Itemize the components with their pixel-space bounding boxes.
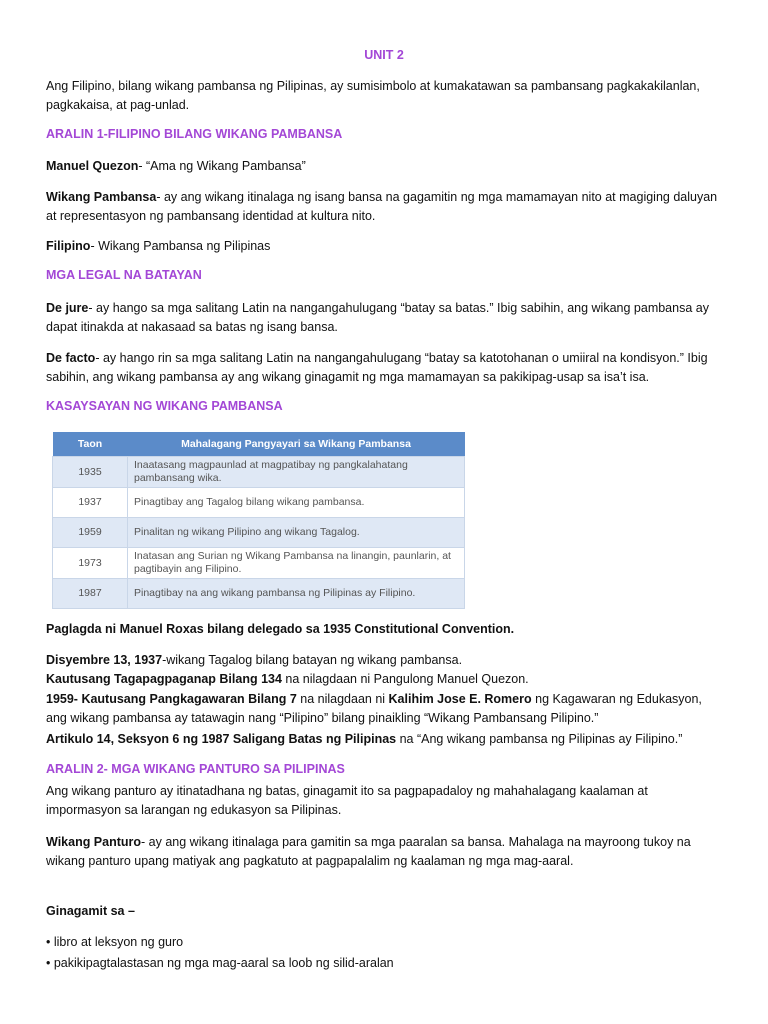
december-1937-text: -wikang Tagalog bilang batayan ng wikang pambansa. bbox=[162, 653, 463, 667]
panturo-intro: Ang wikang panturo ay itinatadhana ng batas, ginagamit ito sa pagpapadaloy ng mahahalagang kaalaman at impormasyon sa larangan ng edukasyon sa Pilipinas. bbox=[46, 784, 648, 817]
legal-heading: MGA LEGAL NA BATAYAN bbox=[46, 268, 202, 282]
artikulo-line bbox=[46, 730, 726, 749]
aralin1-heading: ARALIN 1-FILIPINO BILANG WIKANG PAMBANSA bbox=[46, 127, 343, 141]
wikang-panturo-text: - ay ang wikang itinalaga para gamitin sa mga paaralan sa bansa. Mahalaga na mayroong tukoy na wikang panturo upang matiyak ang pagkatuto at pagpapalalim ng kaalaman ng mga mag-aaral. bbox=[46, 835, 691, 868]
table-header-year: Taon bbox=[53, 432, 128, 457]
ginagamit-heading: Ginagamit sa – bbox=[46, 904, 135, 918]
filipino-definition bbox=[46, 237, 726, 256]
table-cell-event: Pinalitan ng wikang Pilipino ang wikang Tagalog. bbox=[128, 518, 465, 548]
table-cell-year: 1959 bbox=[53, 518, 128, 548]
table-cell-year: 1987 bbox=[53, 579, 128, 609]
wikang-pambansa-text: - ay ang wikang itinalaga ng isang bansa na gagamitin ng mga mamamayan nito at magiging daluyan at representasyon ng pambansang identidad at kultura nito. bbox=[46, 190, 718, 223]
kautusan-134-line bbox=[46, 670, 726, 689]
list-item: • pakikipagtalastasan ng mga mag-aaral sa loob ng silid-aralan bbox=[46, 956, 394, 970]
romero-term: Kalihim Jose E. Romero bbox=[388, 692, 532, 706]
quezon-term: Manuel Quezon bbox=[46, 159, 139, 173]
quezon-line bbox=[46, 157, 726, 176]
table-cell-year: 1935 bbox=[53, 457, 128, 488]
table-row bbox=[53, 579, 465, 609]
table-row bbox=[53, 457, 465, 488]
table-cell-event: Inaatasang magpaunlad at magpatibay ng pangkalahatang pambansang wika. bbox=[128, 457, 465, 488]
de-facto-text: - ay hango rin sa mga salitang Latin na nangangahulugang “batay sa katotohanan o umiiral na kondisyon.” Ibig sabihin, ang wikang pambansa ay ang wikang ginagamit ng mga mamamayan sa pakikipag-usap sa isa’t isa. bbox=[46, 351, 708, 384]
wikang-panturo-definition bbox=[46, 833, 726, 871]
de-facto-definition bbox=[46, 349, 726, 387]
wikang-panturo-term: Wikang Panturo bbox=[46, 835, 142, 849]
intro-paragraph: Ang Filipino, bilang wikang pambansa ng Pilipinas, ay sumisimbolo at kumakatawan sa pambansang pagkakakilanlan, pagkakaisa, at pag-unlad. bbox=[46, 79, 700, 112]
table-row bbox=[53, 488, 465, 518]
de-jure-text: - ay hango sa mga salitang Latin na nangangahulugang “batay sa batas.” Ibig sabihin, ang wikang pambansa ay dapat itinakda at nakasaad sa batas ng isang bansa. bbox=[46, 301, 709, 334]
kautusan-134-term: Kautusang Tagapagpaganap Bilang 134 bbox=[46, 672, 282, 686]
table-row bbox=[53, 548, 465, 579]
kasaysayan-heading: KASAYSAYAN NG WIKANG PAMBANSA bbox=[46, 399, 283, 413]
table-row bbox=[53, 518, 465, 548]
year-1959-text2: ng Kagawaran ng Edukasyon, ang wikang pambansa ay tatawagin nang “Pilipino” bilang pinaikling “Wikang Pambansang Pilipino.” bbox=[46, 692, 702, 725]
table-header-event: Mahalagang Pangyayari sa Wikang Pambansa bbox=[128, 432, 465, 457]
filipino-term: Filipino bbox=[46, 239, 91, 253]
kautusan-134-text: na nilagdaan ni Pangulong Manuel Quezon. bbox=[281, 672, 529, 686]
wikang-pambansa-term: Wikang Pambansa bbox=[46, 190, 157, 204]
december-1937-line bbox=[46, 651, 726, 670]
unit-title: UNIT 2 bbox=[364, 48, 404, 62]
year-1959-term: 1959- Kautusang Pangkagawaran Bilang 7 bbox=[46, 692, 297, 706]
quezon-text: - “Ama ng Wikang Pambansa” bbox=[138, 159, 306, 173]
table-header-row bbox=[53, 432, 465, 457]
de-facto-term: De facto bbox=[46, 351, 96, 365]
table-cell-year: 1937 bbox=[53, 488, 128, 518]
table-cell-event: Pinagtibay ang Tagalog bilang wikang pambansa. bbox=[128, 488, 465, 518]
december-1937-term: Disyembre 13, 1937 bbox=[46, 653, 163, 667]
aralin2-heading: ARALIN 2- MGA WIKANG PANTURO SA PILIPINAS bbox=[46, 762, 345, 776]
artikulo-term: Artikulo 14, Seksyon 6 ng 1987 Saligang Batas ng Pilipinas bbox=[46, 732, 397, 746]
table-cell-year: 1973 bbox=[53, 548, 128, 579]
table-cell-event: Pinagtibay na ang wikang pambansa ng Pilipinas ay Filipino. bbox=[128, 579, 465, 609]
history-table bbox=[52, 432, 465, 609]
roxas-line: Paglagda ni Manuel Roxas bilang delegado sa 1935 Constitutional Convention. bbox=[46, 622, 515, 636]
wikang-pambansa-definition bbox=[46, 188, 726, 226]
table-cell-event: Inatasan ang Surian ng Wikang Pambansa na linangin, paunlarin, at pagtibayin ang Filipino. bbox=[128, 548, 465, 579]
de-jure-term: De jure bbox=[46, 301, 89, 315]
year-1959-line bbox=[46, 690, 726, 728]
year-1959-text1: na nilagdaan ni bbox=[296, 692, 389, 706]
artikulo-text: na “Ang wikang pambansa ng Pilipinas ay Filipino.” bbox=[396, 732, 683, 746]
filipino-text: - Wikang Pambansa ng Pilipinas bbox=[90, 239, 271, 253]
list-item: • libro at leksyon ng guro bbox=[46, 935, 184, 949]
de-jure-definition bbox=[46, 299, 726, 337]
